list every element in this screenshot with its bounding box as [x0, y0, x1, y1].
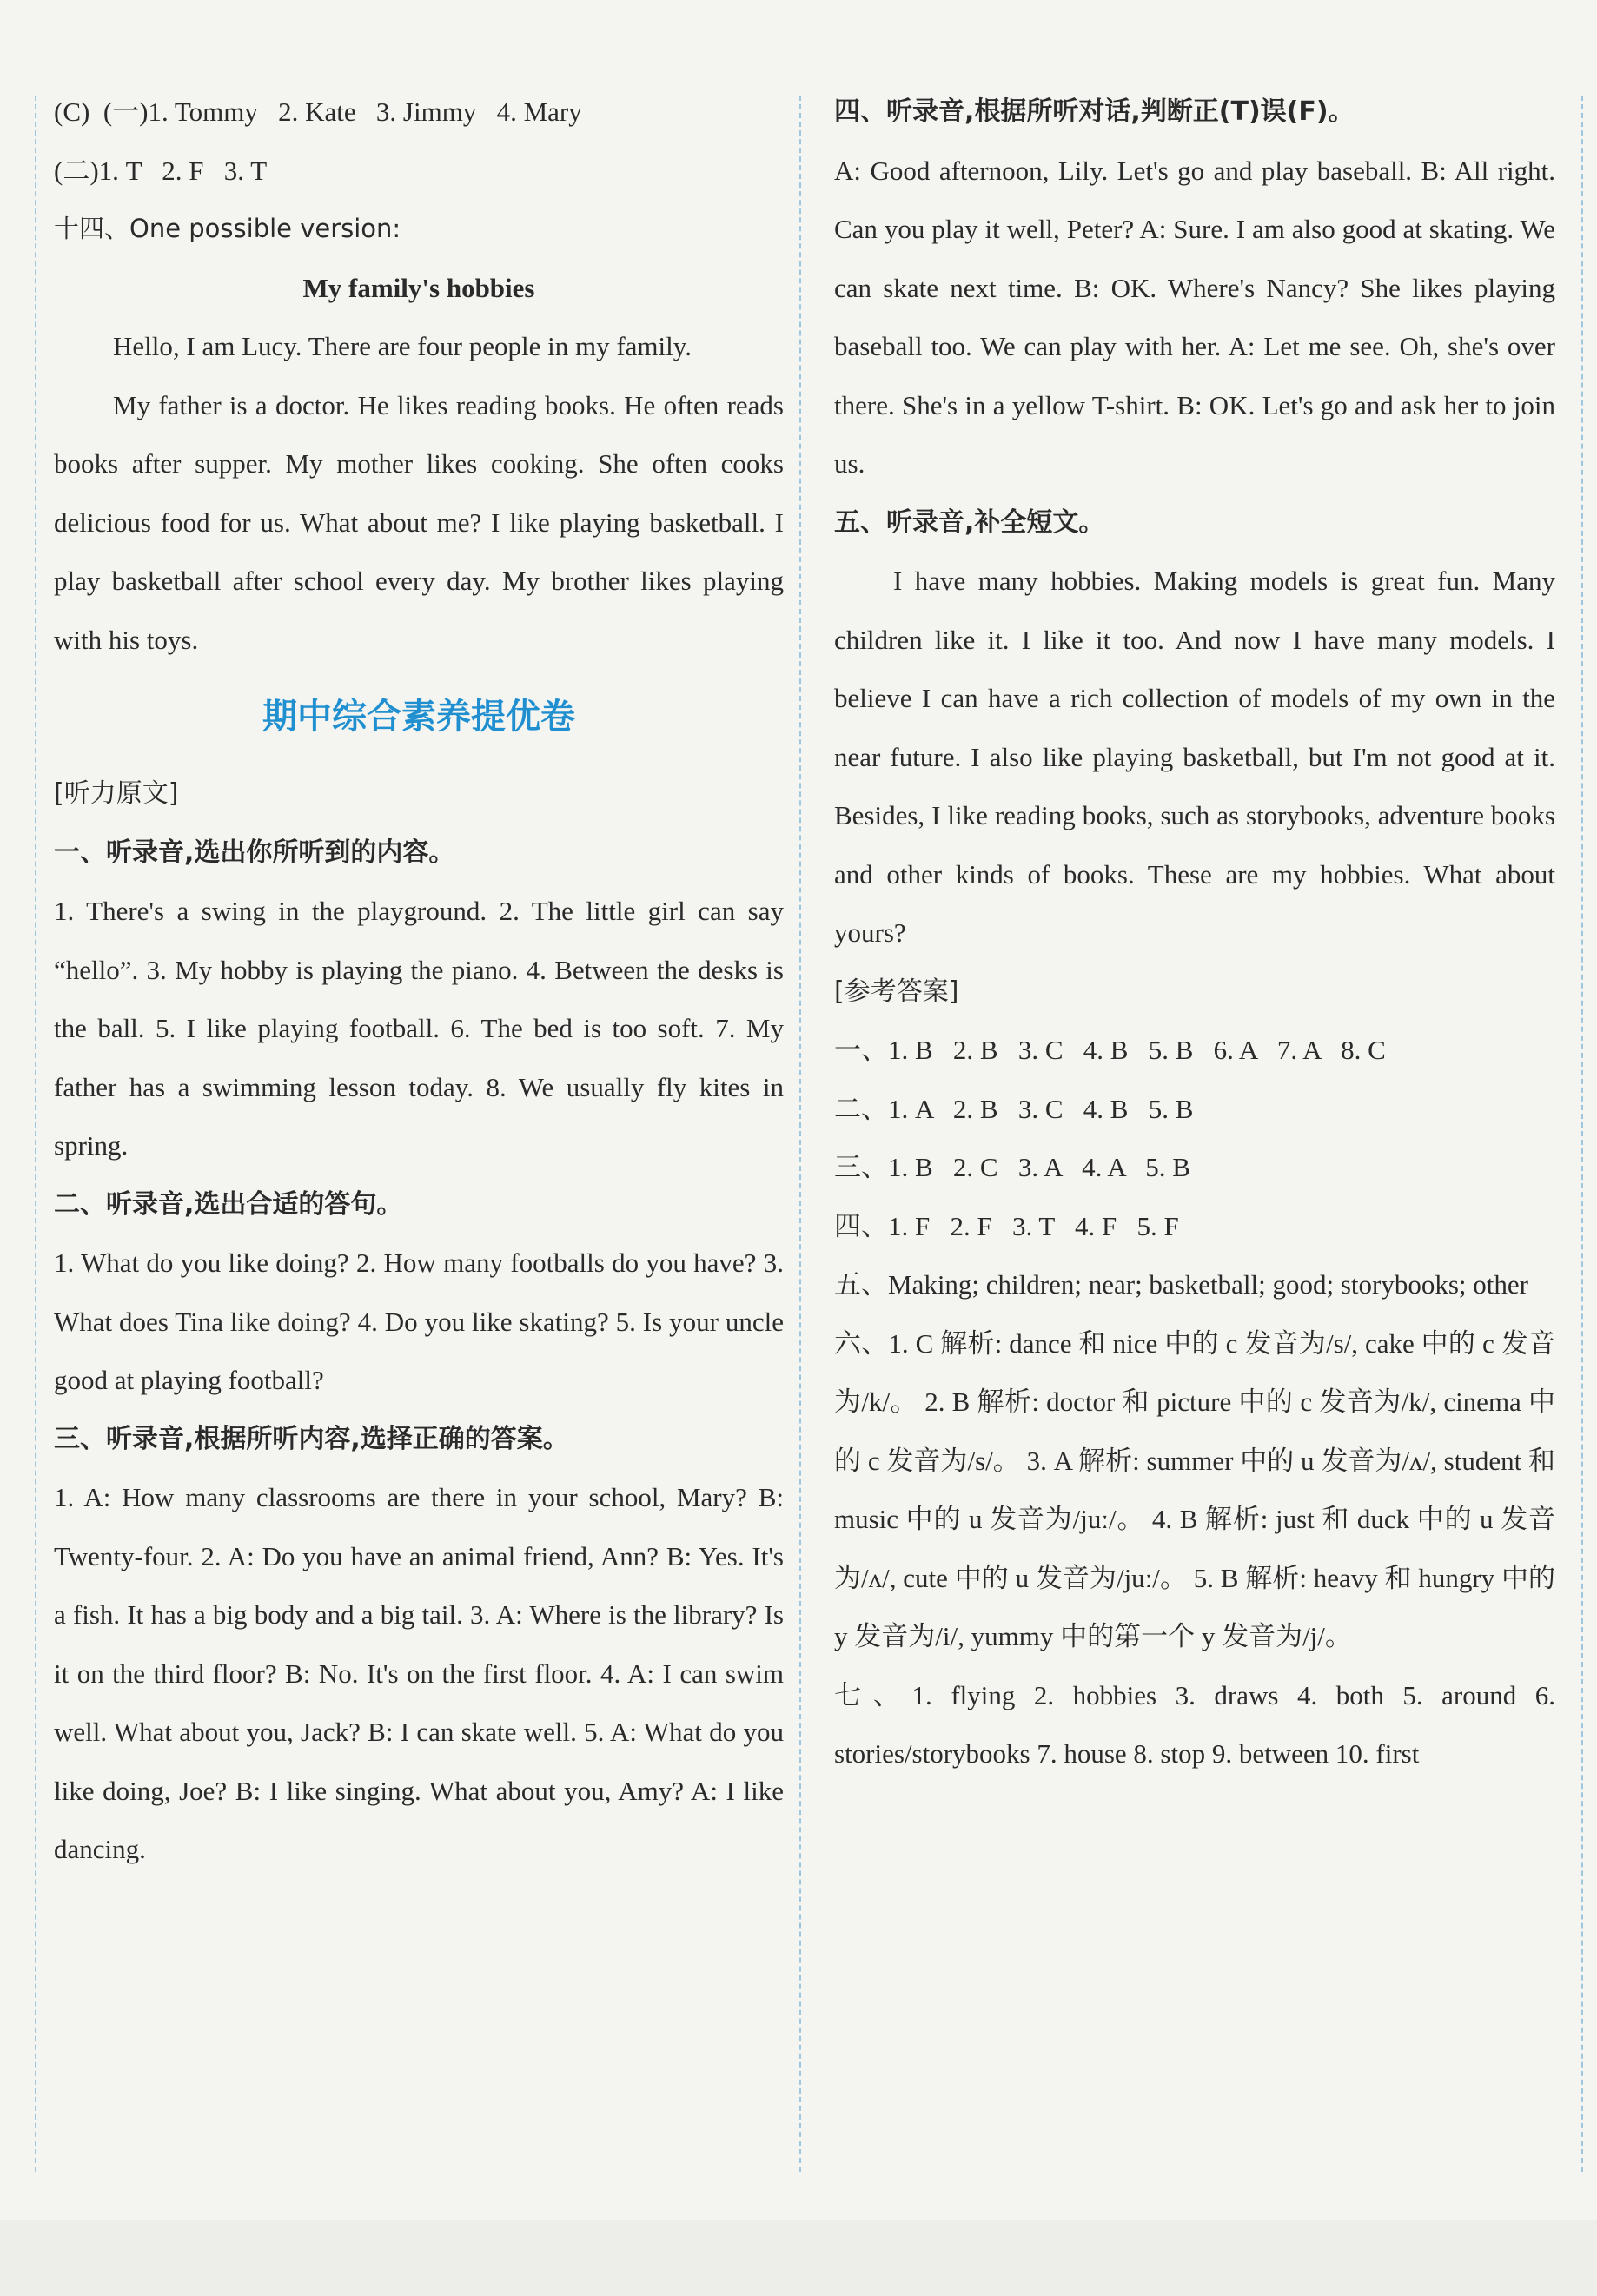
answer-line-6: 六、1. C 解析: dance 和 nice 中的 c 发音为/s/, cake 中的 c 发音为/k/。 2. B 解析: doctor 和 picture 中的 c 发音为/k/, cinema 中的 c 发音为/s/。 3. A 解析: summer 中的 u 发音为/ʌ/, student 和 music 中的 u 发音为/juː/。 4. B 解析: just 和 duck 中的 u 发音为/ʌ/, cute 中的 u 发音为/juː/。 5. B 解析: heavy 和 hungry 中的 y 发音为/i/, yummy 中的第一个 y 发音为/j/。 [834, 1327, 1555, 1651]
part1-text: 1. There's a swing in the playground. 2. The little girl can say “hello”. 3. My hobby is playing the piano. 4. Between the desks is the ball. 5. I like playing football. 6. The bed is too soft. 7. My father has a swimming lesson today. 8. We usually fly kites in spring. [54, 896, 784, 1161]
part2-heading: 二、听录音,选出合适的答句。 [54, 1188, 403, 1220]
section14-label: 十四、One possible version: [54, 214, 401, 243]
section-title: 期中综合素养提优卷 [262, 697, 575, 737]
page-bottom-margin [0, 2220, 1597, 2296]
essay-paragraph-1: Hello, I am Lucy. There are four people in my family. [113, 331, 692, 361]
part5-heading: 五、听录音,补全短文。 [834, 506, 1105, 538]
answer-line-c2: (二)1. T 2. F 3. T [54, 155, 268, 186]
part4-heading: 四、听录音,根据所听对话,判断正(T)误(F)。 [834, 96, 1355, 127]
answer-line-2: 二、1. A 2. B 3. C 4. B 5. B [834, 1093, 1194, 1124]
right-column [834, 83, 1555, 1783]
answer-line-7: 七、1. flying 2. hobbies 3. draws 4. both 5. around 6. stories/storybooks 7. house 8. stop 9. between 10. first [834, 1679, 1555, 1769]
column-divider-left [35, 96, 36, 2172]
part5-text: I have many hobbies. Making models is great fun. Many children like it. I like it too. And now I have many models. I believe I can have a rich collection of models of my own in the near future. I also like playing basketball, but I'm not good at it. Besides, I like reading books, such as storybooks, adventure books and other kinds of books. These are my hobbies. What about yours? [834, 566, 1555, 948]
essay-title: My family's hobbies [302, 272, 535, 303]
answer-line-c1: (C) (一)1. Tommy 2. Kate 3. Jimmy 4. Mary [54, 96, 582, 127]
part2-text: 1. What do you like doing? 2. How many footballs do you have? 3. What does Tina like doing? 4. Do you like skating? 5. Is your uncle good at playing football? [54, 1247, 784, 1395]
essay-paragraph-2: My father is a doctor. He likes reading books. He often reads books after supper. My mother likes cooking. She often cooks delicious food for us. What about me? I like playing basketball. I play basketball after school every day. My brother likes playing with his toys. [54, 389, 784, 655]
answers-label: [参考答案] [834, 976, 959, 1007]
part3-text: 1. A: How many classrooms are there in your school, Mary? B: Twenty-four. 2. A: Do you have an animal friend, Ann? B: Yes. It's a fish. It has a big body and a big tail. 3. A: Where is the library? Is it on the third floor? B: No. It's on the first floor. 4. A: I can swim well. What about you, Jack? B: I can skate well. 5. A: What do you like doing, Joe? B: I like singing. What about you, Amy? A: I like dancing. [54, 1482, 784, 1864]
answer-line-1: 一、1. B 2. B 3. C 4. B 5. B 6. A 7. A 8. C [834, 1035, 1386, 1065]
column-divider-right [1581, 96, 1583, 2172]
listening-label: [听力原文] [54, 778, 179, 809]
answer-line-5: 五、Making; children; near; basketball; good; storybooks; other [834, 1269, 1528, 1300]
part3-heading: 三、听录音,根据所听内容,选择正确的答案。 [54, 1423, 569, 1454]
column-divider-middle [799, 96, 801, 2172]
part1-heading: 一、听录音,选出你所听到的内容。 [54, 837, 455, 868]
answer-line-4: 四、1. F 2. F 3. T 4. F 5. F [834, 1210, 1179, 1241]
answer-line-3: 三、1. B 2. C 3. A 4. A 5. B [834, 1152, 1190, 1182]
left-column [54, 83, 784, 1879]
part4-text: A: Good afternoon, Lily. Let's go and play baseball. B: All right. Can you play it well, Peter? A: Sure. I am also good at skating. We can skate next time. B: OK. Where's Nancy? She likes playing baseball too. We can play with her. A: Let me see. Oh, she's over there. She's in a yellow T-shirt. B: OK. Let's go and ask her to join us. [834, 155, 1555, 479]
